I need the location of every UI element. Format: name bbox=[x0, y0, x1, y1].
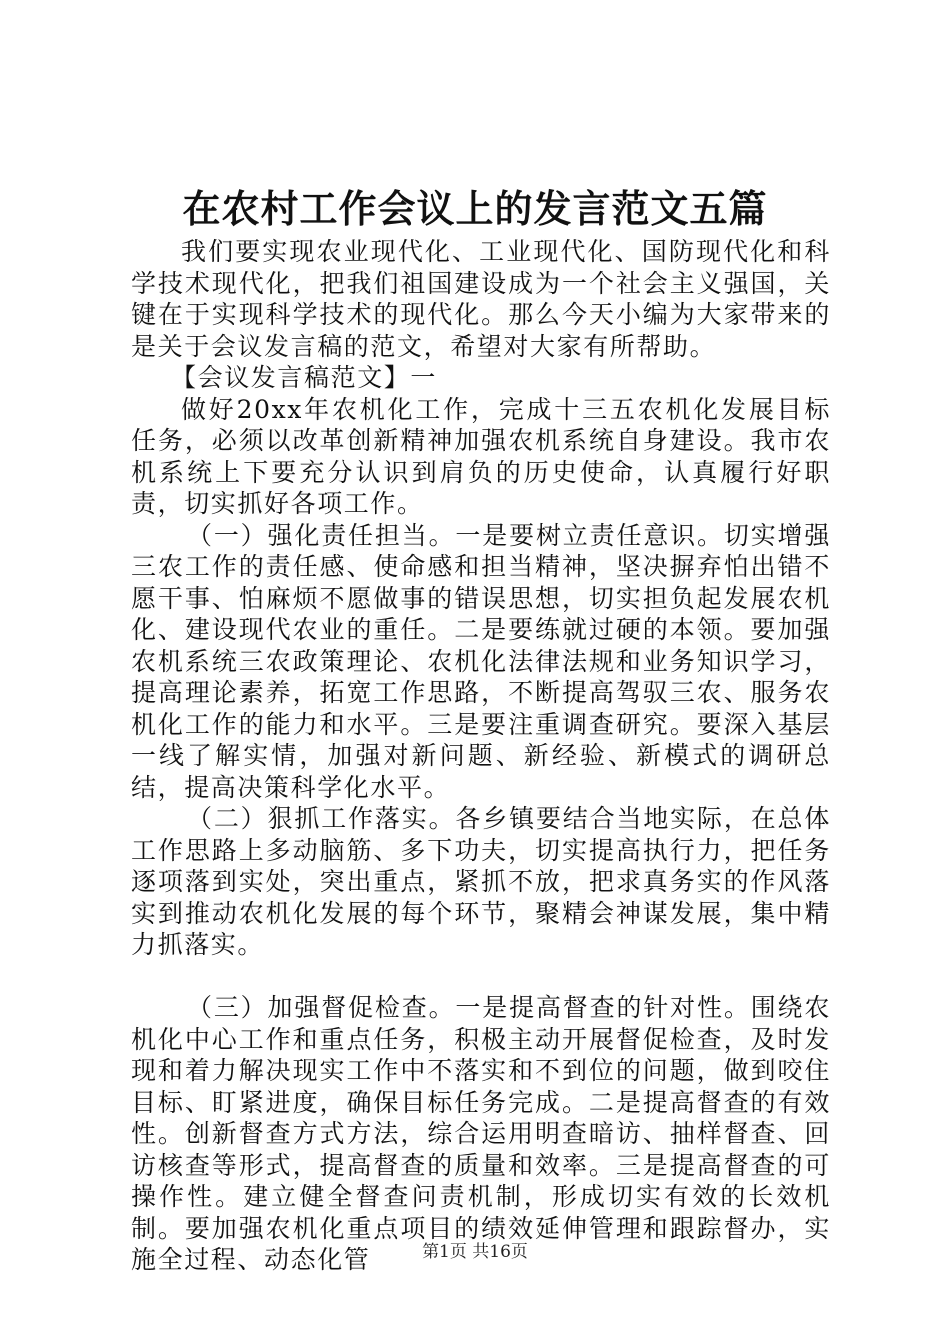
body-paragraph-2: （一）强化责任担当。一是要树立责任意识。切实增强三农工作的责任感、使命感和担当精神，坚决摒弃怕出错不愿干事、怕麻烦不愿做事的错误思想，切实担负起发展农机化、建设现代农业的重任。二是要练就过硬的本领。要加强农机系统三农政策理论、农机化法律法规和业务知识学习，提高理论素养，拓宽工作思路，不断提高驾驭三农、服务农机化工作的能力和水平。三是要注重调查研究。要深入基层一线了解实情，加强对新问题、新经验、新模式的调研总结，提高决策科学化水平。 bbox=[131, 520, 831, 802]
section-heading: 【会议发言稿范文】一 bbox=[171, 363, 438, 392]
document-title: 在农村工作会议上的发言范文五篇 bbox=[182, 186, 768, 231]
intro-paragraph: 我们要实现农业现代化、工业现代化、国防现代化和科学技术现代化，把我们祖国建设成为一个社会主义强国，关键在于实现科学技术的现代化。那么今天小编为大家带来的是关于会议发言稿的范文，希望对大家有所帮助。 bbox=[131, 237, 831, 361]
document-body bbox=[131, 236, 831, 1276]
body-paragraph-1: 做好20xx年农机化工作，完成十三五农机化发展目标任务，必须以改革创新精神加强农机系统自身建设。我市农机系统上下要充分认识到肩负的历史使命，认真履行好职责，切实抓好各项工作。 bbox=[131, 394, 831, 518]
body-paragraph-3: （二）狠抓工作落实。各乡镇要结合当地实际，在总体工作思路上多动脑筋、多下功夫，切实提高执行力，把任务逐项落到实处，突出重点，紧抓不放，把求真务实的作风落实到推动农机化发展的每个环节，聚精会神谋发展，集中精力抓落实。 bbox=[131, 804, 831, 959]
body-paragraph-4: （三）加强督促检查。一是提高督查的针对性。围绕农机化中心工作和重点任务，积极主动开展督促检查，及时发现和着力解决现实工作中不落实和不到位的问题，做到咬住目标、盯紧进度，确保目标任务完成。二是提高督查的有效性。创新督查方式方法，综合运用明查暗访、抽样督查、回访核查等形式，提高督查的质量和效率。三是提高督查的可操作性。建立健全督查问责机制，形成切实有效的长效机制。要加强农机化重点项目的绩效延伸管理和跟踪督办，实施全过程、动态化管 bbox=[131, 993, 831, 1274]
page-footer: 第1页 共16页 bbox=[422, 1242, 528, 1262]
